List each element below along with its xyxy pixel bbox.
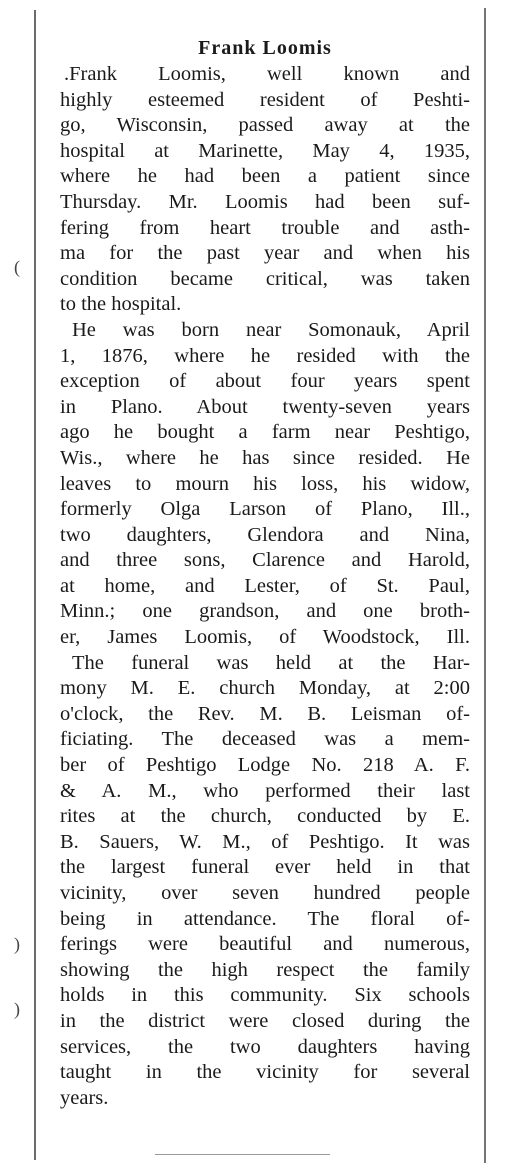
text-line: to the hospital. (60, 293, 182, 316)
text-line: go, Wisconsin, passed away at the (60, 114, 470, 137)
text-line: formerly Olga Larson of Plano, Ill., (60, 498, 470, 521)
text-line: years. (60, 1086, 109, 1109)
margin-speck: ) (14, 999, 20, 1019)
text-line: ficiating. The deceased was a mem- (60, 728, 470, 751)
text-line: highly esteemed resident of Peshti- (60, 88, 470, 111)
text-line: in Plano. About twenty-seven years (60, 395, 470, 418)
text-line: ago he bought a farm near Peshtigo, (60, 421, 470, 444)
text-line: The funeral was held at the Har- (72, 651, 470, 674)
margin-speck: ( (14, 257, 20, 277)
text-line: being in attendance. The floral of- (60, 907, 470, 930)
text-line: showing the high respect the family (60, 958, 470, 981)
text-line: vicinity, over seven hundred people (60, 882, 470, 904)
text-line: er, James Loomis, of Woodstock, Ill. (60, 626, 470, 649)
text-line: services, the two daughters having (60, 1035, 470, 1058)
text-line: 1, 1876, where he resided with the (60, 344, 470, 367)
text-line: He was born near Somonauk, April (72, 318, 470, 341)
text-line: ferings were beautiful and numerous, (60, 933, 470, 956)
paragraph-biography (60, 318, 470, 651)
text-line: Thursday. Mr. Loomis had been suf- (60, 190, 470, 213)
text-line: exception of about four years spent (60, 370, 470, 393)
text-line: condition became critical, was taken (60, 267, 470, 290)
text-line: leaves to mourn his loss, his widow, (60, 472, 470, 495)
paragraph-funeral (60, 651, 470, 1112)
text-line: holds in this community. Six schools (60, 984, 470, 1007)
margin-speck: ) (14, 934, 20, 954)
paragraph-death-notice (60, 62, 470, 318)
left-column-rule (34, 10, 36, 1160)
right-column-rule (484, 8, 486, 1163)
text-line: B. Sauers, W. M., of Peshtigo. It was (60, 830, 470, 853)
text-line: at home, and Lester, of St. Paul, (60, 574, 470, 597)
text-line: and three sons, Clarence and Harold, (60, 549, 470, 572)
text-line: two daughters, Glendora and Nina, (60, 523, 470, 546)
text-line: hospital at Marinette, May 4, 1935, (60, 139, 470, 162)
text-line: & A. M., who performed their last (60, 779, 470, 802)
text-line: mony M. E. church Monday, at 2:00 (60, 677, 470, 700)
text-line: in the district were closed during the (60, 1009, 470, 1032)
text-line: Wis., where he has since resided. He (60, 446, 470, 469)
text-line: ber of Peshtigo Lodge No. 218 A. F. (60, 754, 470, 777)
text-line: where he had been a patient since (60, 165, 470, 188)
text-line: fering from heart trouble and asth- (60, 216, 470, 239)
text-line: o'clock, the Rev. M. B. Leisman of- (60, 702, 470, 725)
obituary-article (60, 34, 470, 1111)
article-headline: Frank Loomis (198, 37, 332, 59)
text-line: Minn.; one grandson, and one broth- (60, 600, 470, 623)
text-line: the largest funeral ever held in that (60, 856, 470, 879)
bottom-rule (155, 1154, 330, 1155)
text-line: ma for the past year and when his (60, 242, 470, 265)
text-line: rites at the church, conducted by E. (60, 805, 470, 828)
text-line: .Frank Loomis, well known and (64, 63, 470, 85)
text-line: taught in the vicinity for several (60, 1061, 470, 1084)
